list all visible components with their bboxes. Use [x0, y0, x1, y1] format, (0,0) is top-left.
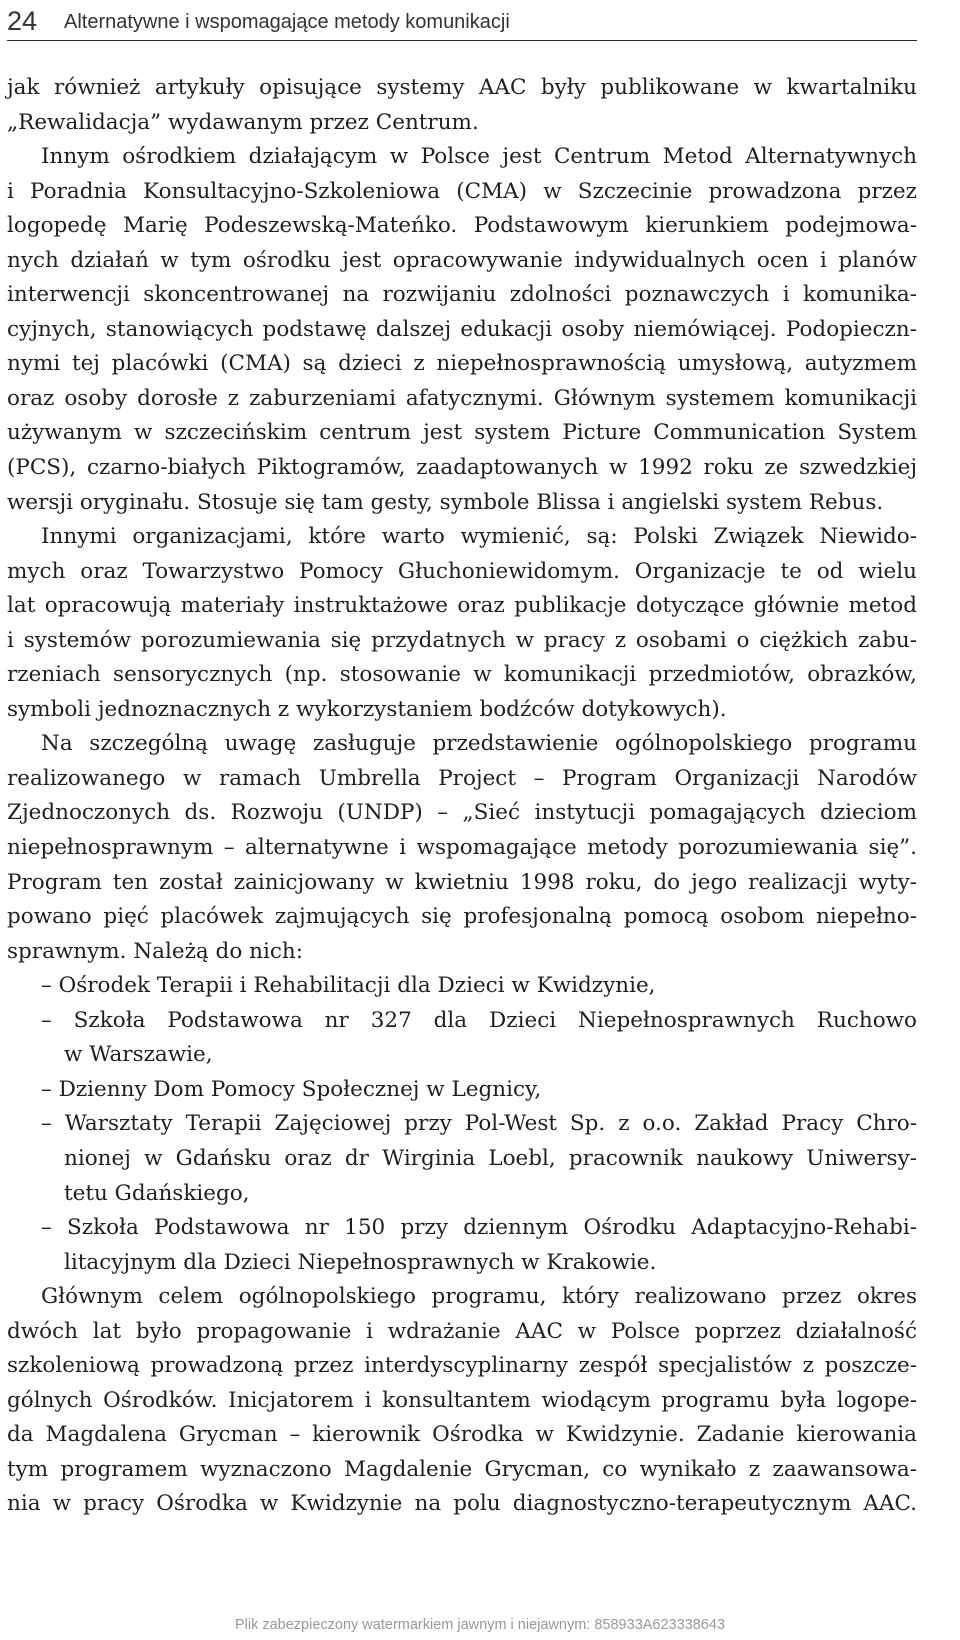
text-line: Innymi organizacjami, które warto wymienić, są: Polski Związek Niewido- [41, 524, 917, 550]
text-line: Na szczególną uwagę zasługuje przedstawienie ogólnopolskiego programu [41, 731, 917, 757]
text-line: dwóch lat było propagowanie i wdrażanie AAC w Polsce poprzez działalność [7, 1318, 917, 1344]
text-line: Głównym celem ogólnopolskiego programu, który realizowano przez okres [41, 1284, 917, 1310]
body-text [7, 71, 917, 1522]
text-line: powano pięć placówek zajmujących się profesjonalną pomocą osobom niepełno- [7, 904, 917, 930]
text-line: i Poradnia Konsultacyjno-Szkoleniowa (CMA) w Szczecinie prowadzona przez [7, 178, 917, 204]
text-line: Innym ośrodkiem działającym w Polsce jest Centrum Metod Alternatywnych [41, 144, 917, 170]
running-title: Alternatywne i wspomagające metody komunikacji [64, 11, 510, 33]
text-line: interwencji skoncentrowanej na rozwijaniu zdolności poznawczych i komunika- [7, 282, 917, 308]
text-line: rzeniach sensorycznych (np. stosowanie w komunikacji przedmiotów, obrazków, [7, 662, 917, 688]
text-line: jak również artykuły opisujące systemy AAC były publikowane w kwartalniku [7, 75, 917, 100]
text-line: symboli jednoznacznych z wykorzystaniem bodźców dotykowych). [7, 696, 727, 722]
text-line: Zjednoczonych ds. Rozwoju (UNDP) – „Sieć instytucji pomagających dzieciom [7, 800, 917, 826]
text-line: logopedę Marię Podeszewską-Mateńko. Podstawowym kierunkiem podejmowa- [7, 213, 917, 239]
list-item-line: – Warsztaty Terapii Zajęciowej przy Pol-West Sp. z o.o. Zakład Pracy Chro- [41, 1111, 917, 1137]
text-line: da Magdalena Grycman – kierownik Ośrodka w Kwidzynie. Zadanie kierowania [7, 1422, 917, 1448]
list-item-line: – Ośrodek Terapii i Rehabilitacji dla Dzieci w Kwidzynie, [41, 973, 656, 999]
text-line: realizowanego w ramach Umbrella Project – Program Organizacji Narodów [7, 765, 917, 791]
text-line: i systemów porozumiewania się przydatnych w pracy z osobami o ciężkich zabu- [7, 627, 917, 653]
list-item-line: tetu Gdańskiego, [64, 1180, 250, 1206]
list-item-line: – Szkoła Podstawowa nr 150 przy dziennym Ośrodku Adaptacyjno-Rehabi- [41, 1215, 917, 1241]
text-line: cyjnych, stanowiących podstawę dalszej edukacji osoby niemówiącej. Podopieczn- [7, 316, 917, 342]
text-line: Program ten został zainicjowany w kwietniu 1998 roku, do jego realizacji wyty- [7, 869, 917, 895]
list-item-line: w Warszawie, [64, 1042, 213, 1068]
text-line: lat opracowują materiały instruktażowe oraz publikacje dotyczące głównie metod [7, 593, 917, 619]
text-line: używanym w szczecińskim centrum jest system Picture Communication System [7, 420, 917, 446]
list-item-line: – Dzienny Dom Pomocy Społecznej w Legnicy, [41, 1076, 542, 1102]
text-line: (PCS), czarno-białych Piktogramów, zaadaptowanych w 1992 roku ze szwedzkiej [7, 455, 917, 481]
text-line: niepełnosprawnym – alternatywne i wspomagające metody porozumiewania się”. [7, 835, 917, 861]
text-line: wersji oryginału. Stosuje się tam gesty, symbole Blissa i angielski system Rebus. [7, 489, 884, 515]
text-line: oraz osoby dorosłe z zaburzeniami afatycznymi. Głównym systemem komunikacji [7, 385, 917, 411]
list-item-line: litacyjnym dla Dzieci Niepełnosprawnych w Krakowie. [64, 1249, 657, 1275]
text-line: nych działań w tym ośrodku jest opracowywanie indywidualnych ocen i planów [7, 247, 917, 273]
list-item-line: – Szkoła Podstawowa nr 327 dla Dzieci Niepełnosprawnych Ruchowo [41, 1007, 917, 1033]
text-line: mych oraz Towarzystwo Pomocy Głuchoniewidomym. Organizacje te od wielu [7, 558, 917, 584]
text-line: gólnych Ośrodków. Inicjatorem i konsultantem wiodącym programu była logope- [7, 1387, 917, 1413]
text-line: sprawnym. Należą do nich: [7, 938, 303, 964]
list-item-line: nionej w Gdańsku oraz dr Wirginia Loebl, pracownik naukowy Uniwersy- [64, 1145, 917, 1171]
text-line: nymi tej placówki (CMA) są dzieci z niepełnosprawnością umysłową, autyzmem [7, 351, 917, 377]
text-line: nia w pracy Ośrodka w Kwidzynie na polu diagnostyczno-terapeutycznym AAC. [7, 1491, 917, 1517]
page-header [7, 4, 917, 41]
text-line: szkoleniową prowadzoną przez interdyscyplinarny zespół specjalistów z poszcze- [7, 1353, 917, 1379]
text-line: tym programem wyznaczono Magdalenie Grycman, co wynikało z zaawansowa- [7, 1456, 917, 1482]
footer-watermark: Plik zabezpieczony watermarkiem jawnym i niejawnym: 858933A623338643 [234, 1617, 726, 1633]
text-line: „Rewalidacja” wydawanym przez Centrum. [7, 109, 479, 135]
page-number: 24 [7, 6, 38, 36]
